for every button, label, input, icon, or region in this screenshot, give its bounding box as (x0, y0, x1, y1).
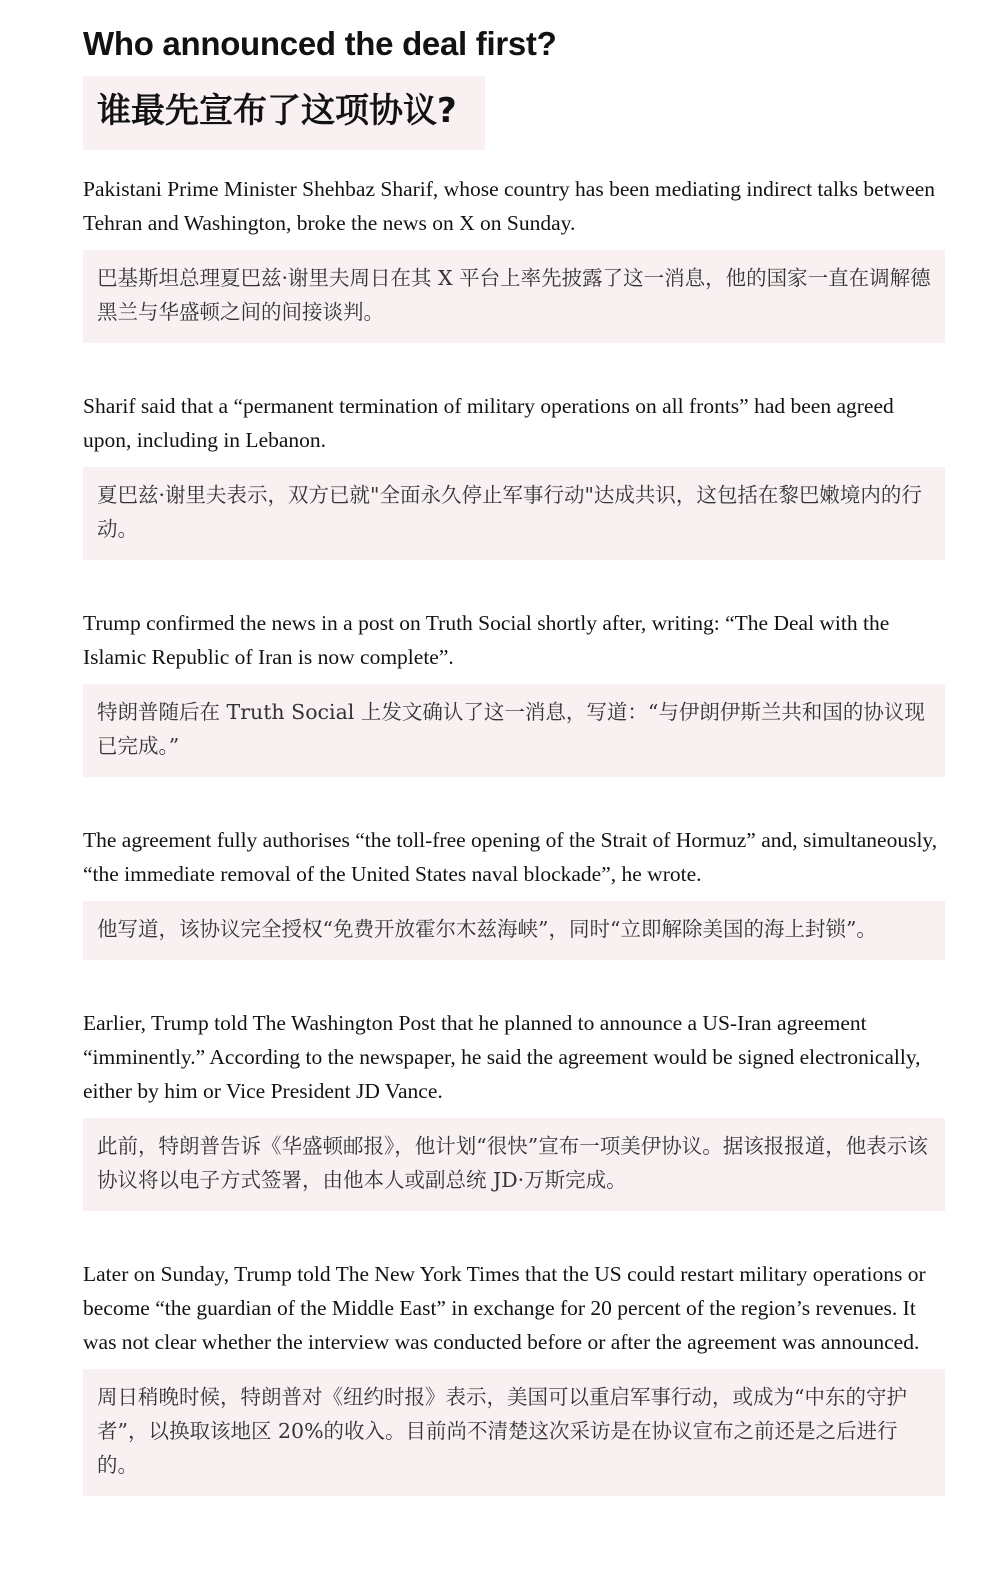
paragraph-3-zh: 特朗普随后在 Truth Social 上发文确认了这一消息，写道：“与伊朗伊斯兰共和国的协议现已完成。” (97, 700, 925, 758)
paragraph-2 (83, 389, 945, 560)
paragraph-3-translation-box (83, 684, 945, 777)
paragraph-4-zh: 他写道，该协议完全授权“免费开放霍尔木兹海峡”，同时“立即解除美国的海上封锁”。 (97, 917, 877, 941)
paragraph-4-translation-box (83, 901, 945, 960)
paragraph-6-zh: 周日稍晚时候，特朗普对《纽约时报》表示，美国可以重启军事行动，或成为“中东的守护者”，以换取该地区 20%的收入。目前尚不清楚这次采访是在协议宣布之前还是之后进行的。 (97, 1385, 907, 1477)
paragraph-6-en: Later on Sunday, Trump told The New York Times that the US could restart military operations or become “the guardian of the Middle East” in exchange for 20 percent of the region’s revenues. It was not clear whether the interview was conducted before or after the agreement was announced. (83, 1262, 926, 1354)
paragraph-5-en: Earlier, Trump told The Washington Post that he planned to announce a US-Iran agreement “imminently.” According to the newspaper, he said the agreement would be signed electronically, either by him or Vice President JD Vance. (83, 1011, 921, 1103)
paragraph-4-en: The agreement fully authorises “the toll-free opening of the Strait of Hormuz” and, simultaneously, “the immediate removal of the United States naval blockade”, he wrote. (83, 828, 938, 886)
paragraph-3-en: Trump confirmed the news in a post on Truth Social shortly after, writing: “The Deal with the Islamic Republic of Iran is now complete”. (83, 611, 890, 669)
paragraph-1 (83, 172, 945, 343)
paragraph-2-translation-box (83, 467, 945, 560)
paragraph-5-zh: 此前，特朗普告诉《华盛顿邮报》，他计划“很快”宣布一项美伊协议。据该报报道，他表示该协议将以电子方式签署，由他本人或副总统 JD·万斯完成。 (97, 1134, 928, 1192)
paragraph-1-translation-box (83, 250, 945, 343)
paragraph-2-zh: 夏巴兹·谢里夫表示，双方已就"全面永久停止军事行动"达成共识，这包括在黎巴嫩境内的行动。 (97, 483, 922, 541)
section-heading-zh: 谁最先宣布了这项协议? (97, 91, 457, 131)
paragraph-6 (83, 1257, 945, 1496)
paragraph-1-en: Pakistani Prime Minister Shehbaz Sharif, whose country has been mediating indirect talks between Tehran and Washington, broke the news on X on Sunday. (83, 177, 936, 235)
paragraph-3 (83, 606, 945, 777)
paragraph-5-translation-box (83, 1118, 945, 1211)
paragraph-2-en: Sharif said that a “permanent termination of military operations on all fronts” had been agreed upon, including in Lebanon. (83, 394, 894, 452)
article (83, 22, 945, 1496)
paragraph-6-translation-box (83, 1369, 945, 1496)
paragraph-4 (83, 823, 945, 960)
paragraph-5 (83, 1006, 945, 1211)
paragraph-1-zh: 巴基斯坦总理夏巴兹·谢里夫周日在其 X 平台上率先披露了这一消息，他的国家一直在调解德黑兰与华盛顿之间的间接谈判。 (97, 266, 931, 324)
section-heading-zh-box (83, 76, 485, 150)
section-heading-en: Who announced the deal first? (83, 25, 557, 62)
